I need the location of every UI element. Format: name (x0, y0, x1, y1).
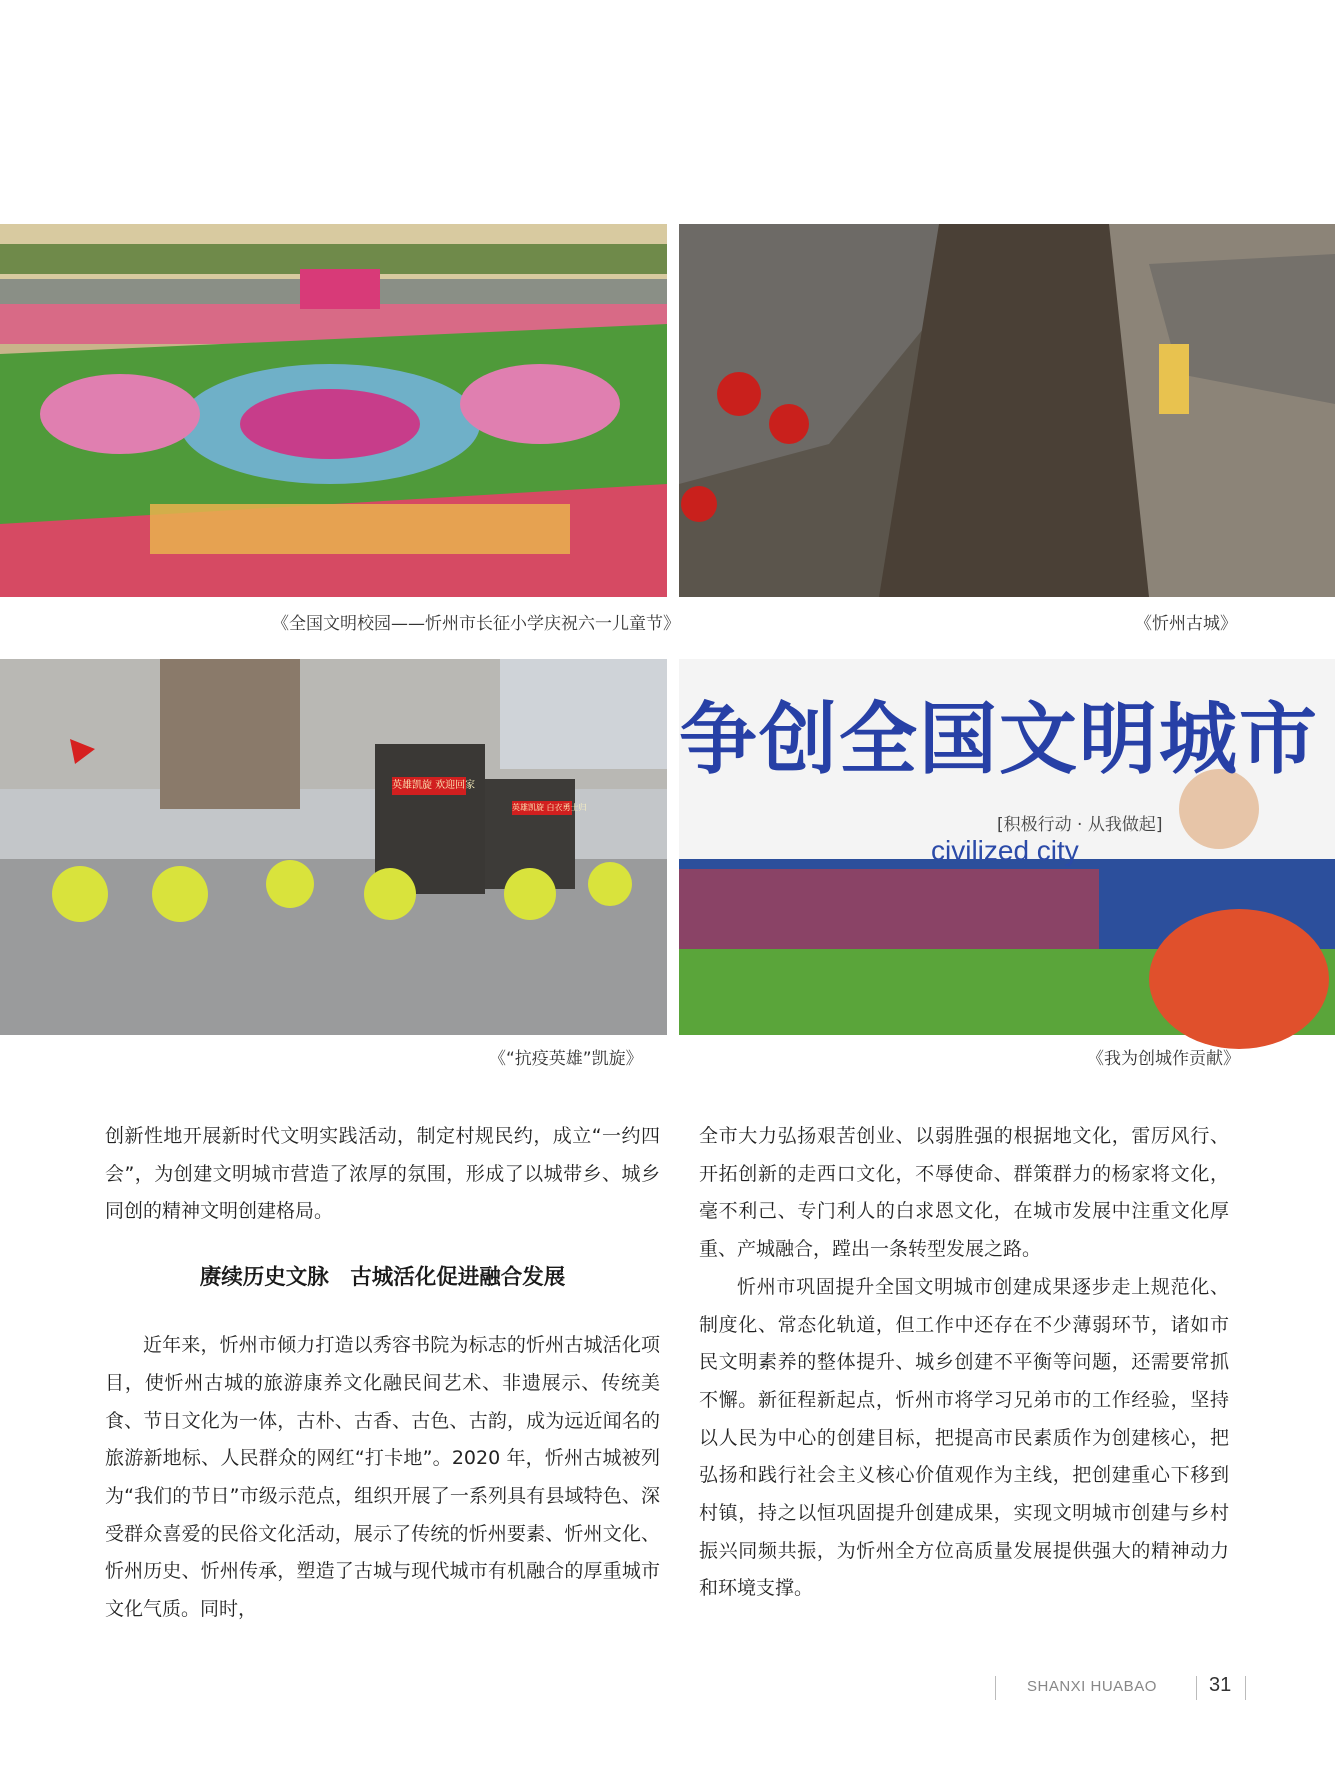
right-paragraph-2: 忻州市巩固提升全国文明城市创建成果逐步走上规范化、制度化、常态化轨道，但工作中还存在不少薄弱环节，诸如市民文明素养的整体提升、城乡创建不平衡等问题，还需要常抓不懈。新征程新起点，忻州市将学习兄弟市的工作经验，坚持以人民为中心的创建目标，把提高市民素质作为创建核心，把弘扬和践行社会主义核心价值观作为主线，把创建重心下移到村镇，持之以恒巩固提升创建成果，实现文明城市创建与乡村振兴同频共振，为忻州全方位高质量发展提供强大的精神动力和环境支撑。 (699, 1275, 1229, 1600)
footer-magazine-name: SHANXI HUABAO (1027, 1678, 1157, 1695)
photo-ancient-city (679, 224, 1335, 597)
left-paragraph-2: 近年来，忻州市倾力打造以秀容书院为标志的忻州古城活化项目，使忻州古城的旅游康养文化融民间艺术、非遗展示、传统美食、节日文化为一体，古朴、古香、古色、古韵，成为远近闻名的旅游新地标、人民群众的网红“打卡地”。2020 年，忻州古城被列为“我们的节日”市级示范点，组织开展了一系列具有县域特色、深受群众喜爱的民俗文化活动，展示了传统的忻州要素、忻州文化、忻州历史、忻州传承，塑造了古城与现代城市有机融合的厚重城市文化气质。同时， (105, 1334, 660, 1621)
article-right-column (699, 1118, 1229, 1608)
footer-divider-left (995, 1676, 996, 1700)
bus-banner-1: 英雄凯旋 欢迎回家 (392, 780, 476, 791)
footer-divider-mid (1196, 1676, 1197, 1700)
banner-slogan: [积极行动 · 从我做起] (997, 815, 1163, 835)
left-paragraph-1: 创新性地开展新时代文明实践活动，制定村规民约，成立“一约四会”，为创建文明城市营造了浓厚的氛围，形成了以城带乡、城乡同创的精神文明创建格局。 (105, 1125, 660, 1223)
caption-school-festival: 《全国文明校园——忻州市长征小学庆祝六一儿童节》 (272, 614, 680, 634)
article-left-column (105, 1118, 660, 1629)
bus-banner-2: 英雄凯旋 白衣勇士归 (512, 803, 587, 812)
footer-page-number: 31 (1209, 1674, 1232, 1696)
caption-civilized-city: 《我为创城作贡献》 (1087, 1049, 1240, 1069)
photo-heroes-return (0, 659, 667, 1035)
caption-ancient-city: 《忻州古城》 (1135, 614, 1237, 634)
caption-heroes-return: 《“抗疫英雄”凯旋》 (489, 1049, 643, 1069)
right-paragraph-1: 全市大力弘扬艰苦创业、以弱胜强的根据地文化，雷厉风行、开拓创新的走西口文化，不辱使命、群策群力的杨家将文化，毫不利己、专门利人的白求恩文化，在城市发展中注重文化厚重、产城融合，蹚出一条转型发展之路。 (699, 1125, 1229, 1261)
banner-title: 争创全国文明城市 (679, 694, 1320, 785)
photo-school-festival (0, 224, 667, 597)
photo-civilized-city (679, 659, 1335, 1035)
footer-divider-right (1245, 1676, 1246, 1700)
section-heading: 赓续历史文脉 古城活化促进融合发展 (199, 1265, 566, 1291)
banner-english: civilized city (931, 835, 1079, 866)
